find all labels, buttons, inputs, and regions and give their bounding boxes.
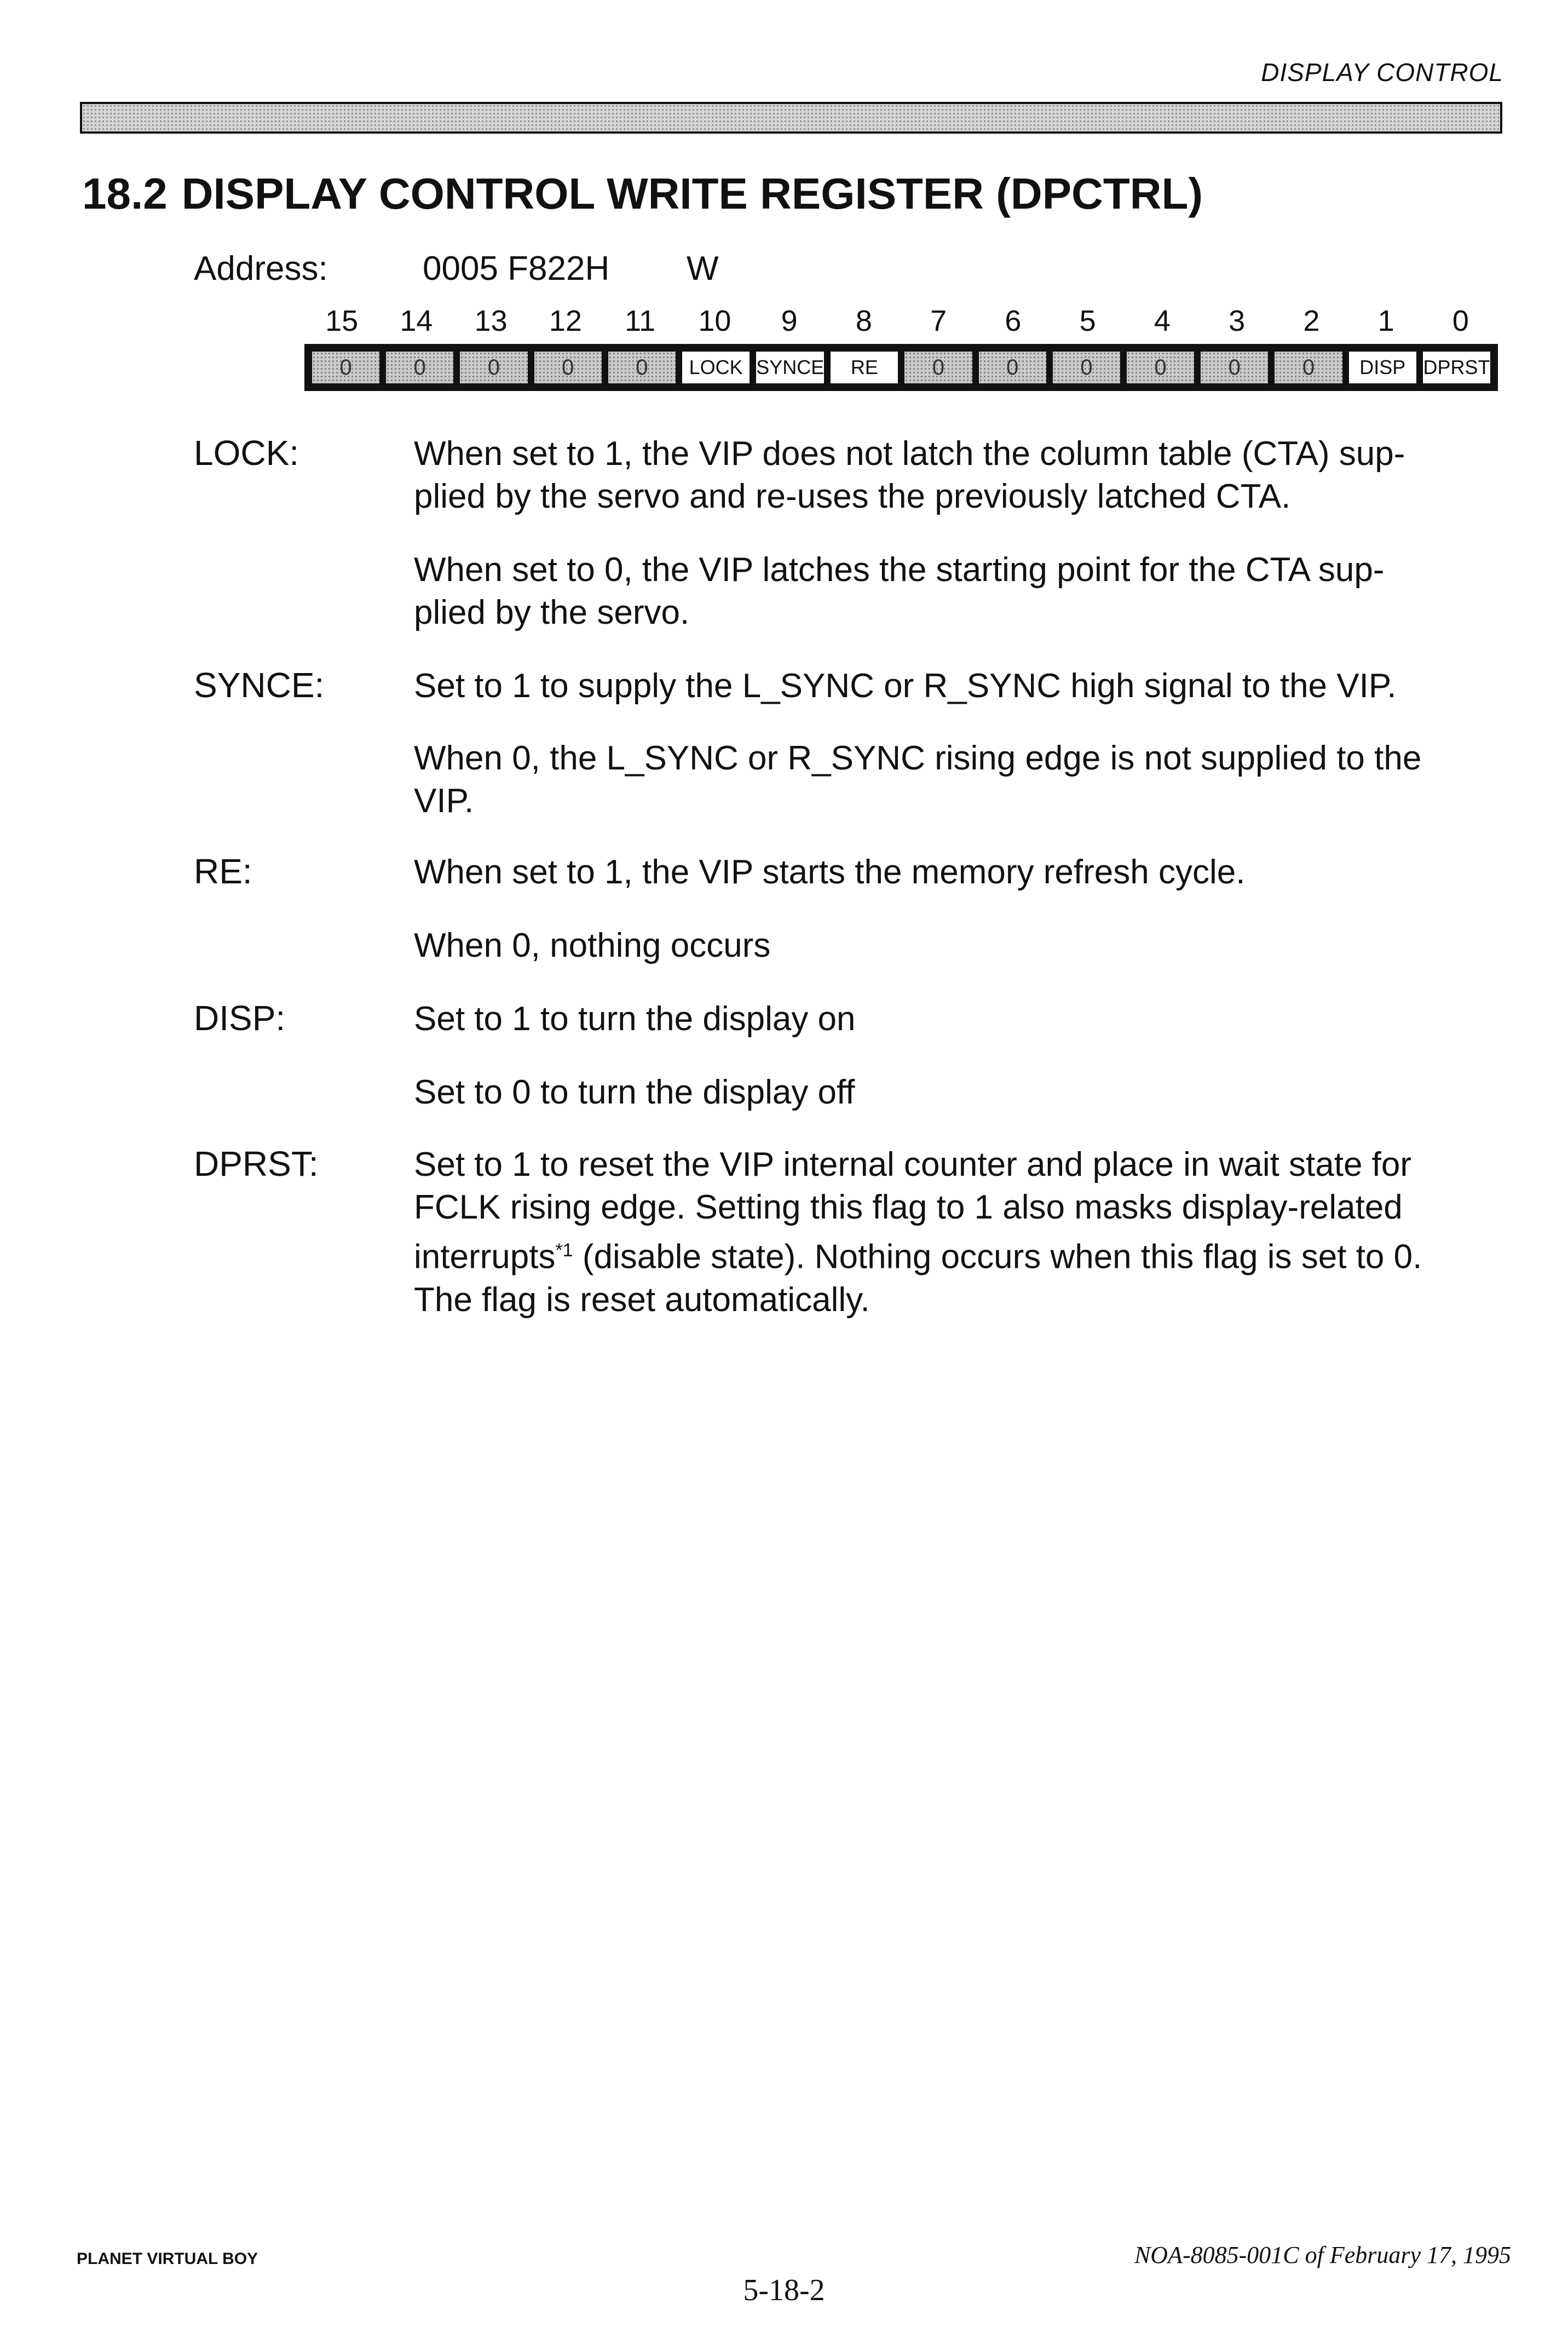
register-cell-reserved: 0 <box>310 350 381 385</box>
section-title <box>82 169 1203 219</box>
field-desc-synce-1: Set to 1 to supply the L_SYNC or R_SYNC high signal to the VIP. <box>414 667 1397 705</box>
register-diagram <box>304 344 1498 391</box>
address-value: 0005 F822H <box>423 250 610 288</box>
register-cell-reserved: 0 <box>977 350 1048 385</box>
text-line: The flag is reset automatically. <box>414 1280 870 1319</box>
section-title-text: DISPLAY CONTROL WRITE REGISTER (DPCTRL) <box>181 169 1203 218</box>
bit-number: 0 <box>1452 304 1469 337</box>
bit-number: 9 <box>781 304 798 337</box>
field-desc-disp-1: Set to 1 to turn the display on <box>414 1000 856 1038</box>
bit-number: 14 <box>400 304 433 337</box>
bit-number: 5 <box>1079 304 1096 337</box>
register-cell-reserved: 0 <box>384 350 455 385</box>
text-line: VIP. <box>414 782 474 820</box>
field-desc-re-2: When 0, nothing occurs <box>414 927 771 964</box>
text-fragment: interrupts <box>414 1238 556 1276</box>
register-cell-reserved: 0 <box>1273 350 1344 385</box>
register-cell-reserved: 0 <box>458 350 529 385</box>
bit-number: 1 <box>1377 304 1394 337</box>
field-label-dprst: DPRST: <box>194 1144 319 1183</box>
bit-number: 7 <box>930 304 947 337</box>
bit-number: 6 <box>1005 304 1022 337</box>
page-number: 5-18-2 <box>743 2273 825 2307</box>
text-line: Set to 1 to reset the VIP internal counter and place in wait state for <box>414 1146 1412 1183</box>
register-cell-disp: DISP <box>1347 350 1418 385</box>
bit-number: 3 <box>1229 304 1246 337</box>
text-line: When set to 1, the VIP does not latch the column table (CTA) sup- <box>414 435 1405 473</box>
bit-number: 13 <box>474 304 508 337</box>
text-line: FCLK rising edge. Setting this flag to 1 also masks display-related <box>414 1188 1403 1226</box>
header-rule-bar <box>80 102 1502 134</box>
register-cell-reserved: 0 <box>903 350 973 385</box>
register-cell-reserved: 0 <box>1199 350 1270 385</box>
bit-number: 12 <box>549 304 582 337</box>
bit-number: 15 <box>325 304 359 337</box>
register-cell-reserved: 0 <box>607 350 677 385</box>
bit-number: 2 <box>1303 304 1320 337</box>
field-label-lock: LOCK: <box>194 433 299 473</box>
section-number: 18.2 <box>82 169 168 218</box>
register-cell-re: RE <box>829 350 900 385</box>
field-desc-lock-1 <box>414 433 1509 518</box>
register-cell-lock: LOCK <box>681 350 751 385</box>
register-cell-reserved: 0 <box>1125 350 1196 385</box>
bit-number: 11 <box>625 304 656 337</box>
footer-doc-id: NOA-8085-001C of February 17, 1995 <box>1134 2242 1511 2268</box>
field-desc-disp-2: Set to 0 to turn the display off <box>414 1073 855 1111</box>
field-desc-re-1: When set to 1, the VIP starts the memory refresh cycle. <box>414 853 1246 891</box>
bit-number: 10 <box>698 304 731 337</box>
access-mode: W <box>687 250 719 288</box>
field-desc-synce-2 <box>414 737 1509 823</box>
text-fragment: (disable state). Nothing occurs when this flag is set to 0. <box>573 1238 1422 1276</box>
bit-number-row <box>304 304 1498 342</box>
bit-number: 8 <box>855 304 872 337</box>
running-header: DISPLAY CONTROL <box>1261 58 1503 87</box>
footer-publication: PLANET VIRTUAL BOY <box>77 2250 258 2268</box>
text-line: plied by the servo. <box>414 594 690 631</box>
footnote-marker: *1 <box>555 1240 573 1261</box>
register-cell-reserved: 0 <box>533 350 603 385</box>
field-label-disp: DISP: <box>194 998 286 1038</box>
bit-number: 4 <box>1154 304 1171 337</box>
address-label: Address: <box>194 250 328 288</box>
field-label-synce: SYNCE: <box>194 665 325 705</box>
register-cell-synce: SYNCE <box>754 350 826 385</box>
text-line: When set to 0, the VIP latches the starting point for the CTA sup- <box>414 551 1385 589</box>
field-desc-dprst <box>414 1143 1509 1321</box>
register-cell-dprst: DPRST <box>1421 350 1492 385</box>
text-line: When 0, the L_SYNC or R_SYNC rising edge is not supplied to the <box>414 739 1422 777</box>
text-line: plied by the servo and re-uses the previously latched CTA. <box>414 478 1291 515</box>
text-line <box>414 1229 1509 1279</box>
field-desc-lock-2 <box>414 549 1509 634</box>
register-cell-reserved: 0 <box>1051 350 1122 385</box>
field-label-re: RE: <box>194 852 252 891</box>
